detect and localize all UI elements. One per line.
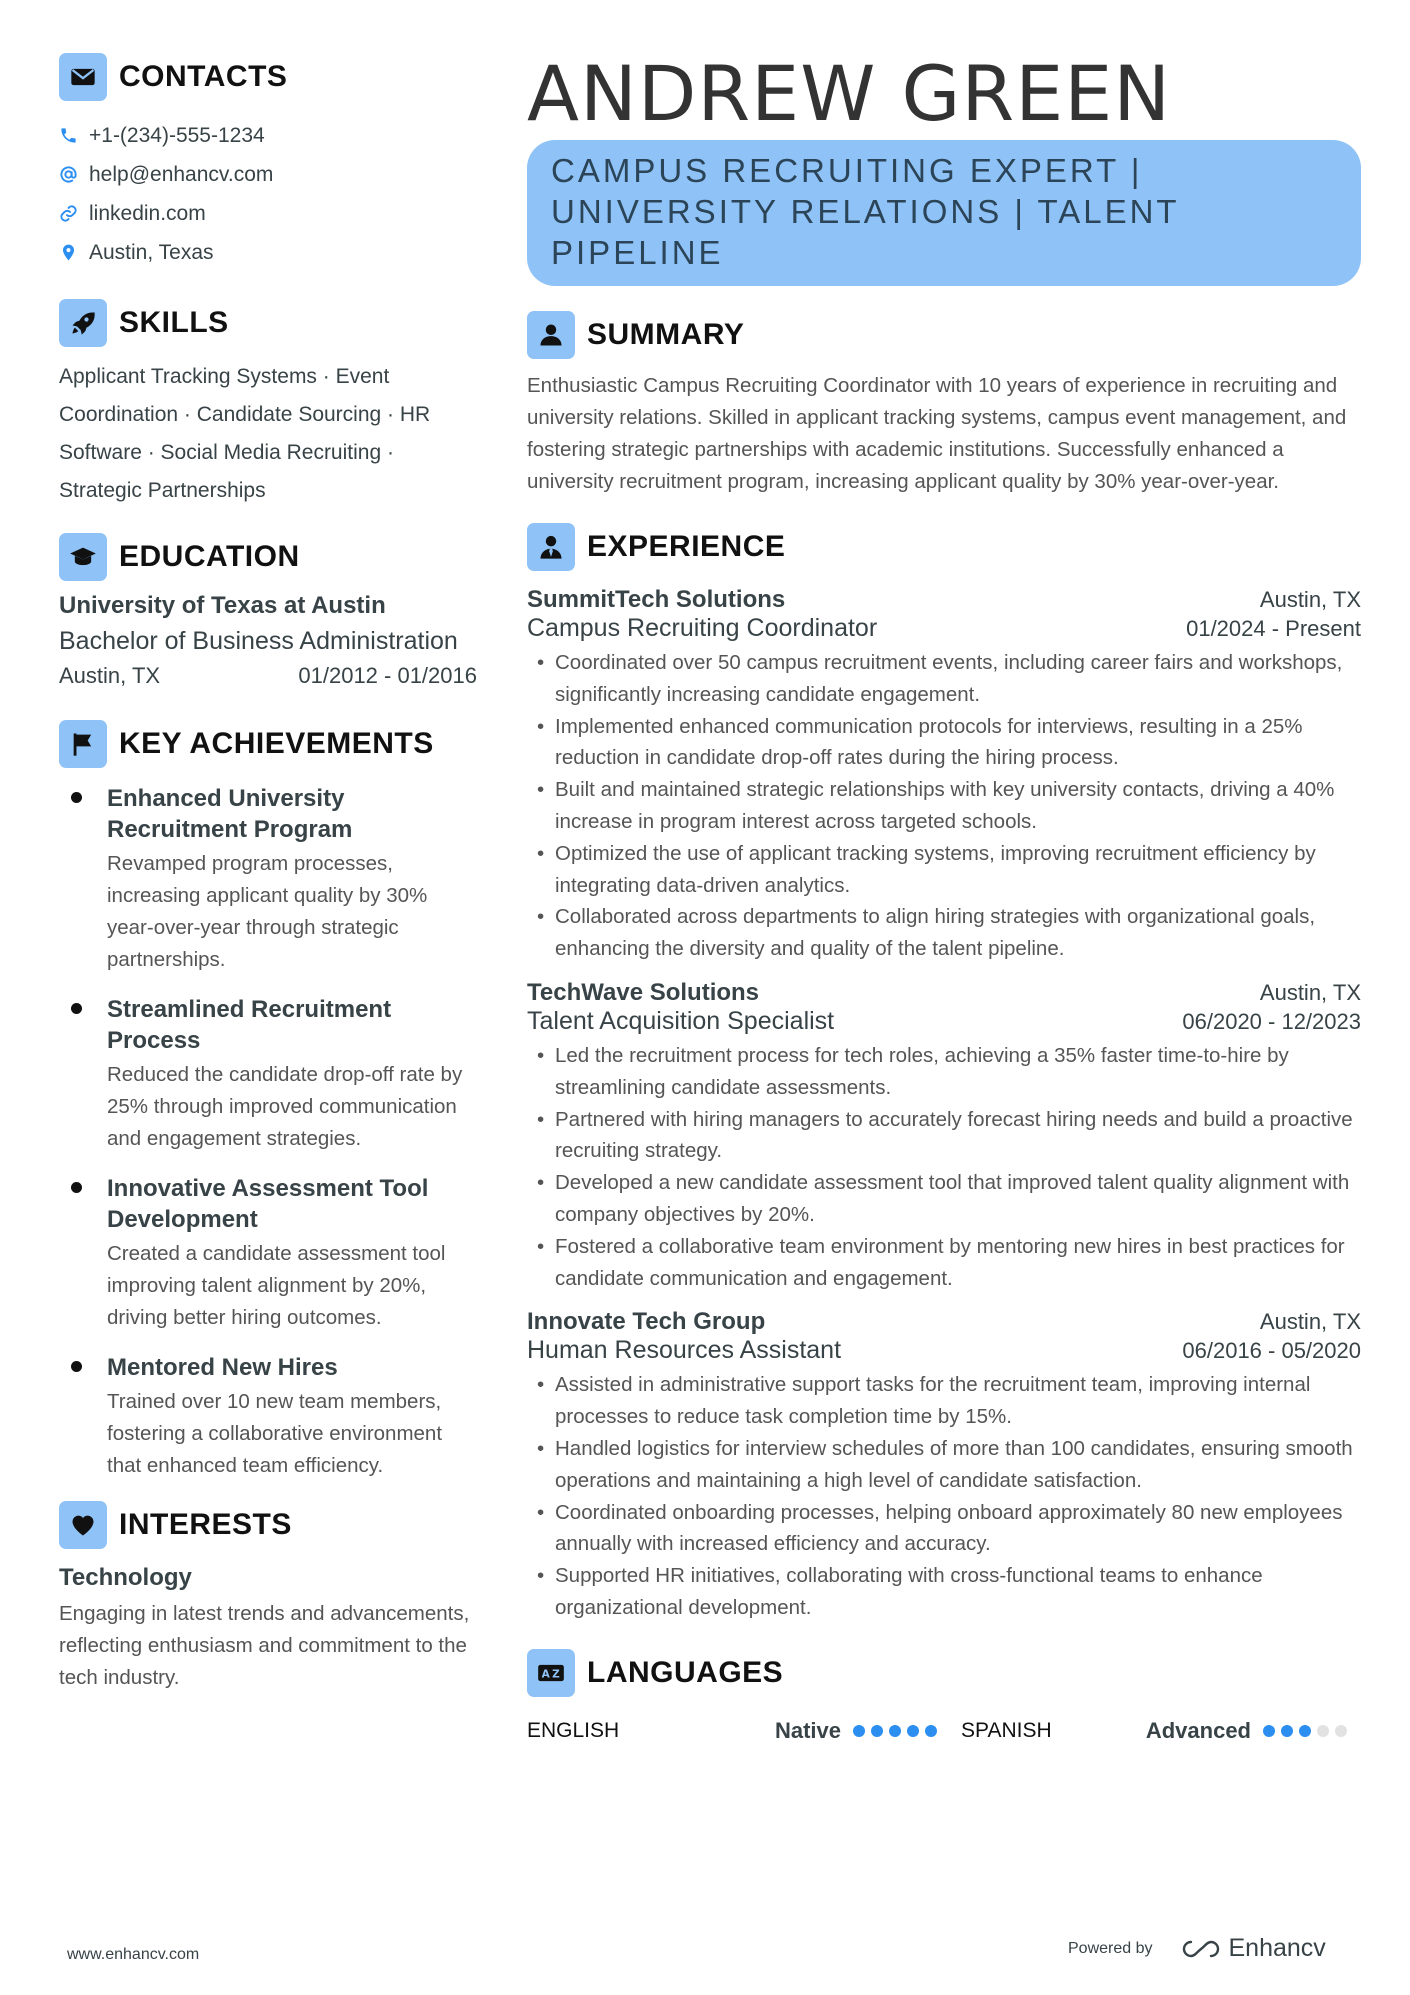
bullet-dot [71, 1003, 82, 1014]
language-name: SPANISH [961, 1718, 1052, 1742]
email-text: help@enhancv.com [89, 162, 274, 186]
language-proficiency-dots [853, 1725, 937, 1737]
interests-title: INTERESTS [119, 1508, 292, 1541]
proficiency-dot-empty [1335, 1725, 1347, 1737]
job-company: TechWave Solutions [527, 978, 760, 1006]
achievement-title: Streamlined Recruitment Process [107, 996, 392, 1054]
job-role: Campus Recruiting Coordinator [527, 614, 878, 642]
skills-header [59, 298, 477, 348]
bullet-dot [71, 792, 82, 803]
job-role: Talent Acquisition Specialist [527, 1006, 835, 1035]
bullet-dot [71, 1182, 82, 1193]
right-column [527, 49, 1361, 1744]
location-pin-icon [59, 243, 89, 262]
proficiency-dot-filled [889, 1725, 901, 1737]
job-bullet: • Implemented enhanced communication protocols for interviews, resulting in a 25% reduction in candidate drop-off rates during the hiring process. [527, 711, 1361, 775]
proficiency-dot-filled [871, 1725, 883, 1737]
language-item [961, 1718, 1361, 1744]
footer-website[interactable]: www.enhancv.com [67, 1946, 200, 1963]
linkedin-text: linkedin.com [89, 201, 206, 225]
achievement-item [59, 1173, 477, 1334]
enhancv-logo[interactable] [1179, 1934, 1326, 1963]
language-level: Native [774, 1717, 841, 1743]
envelope-icon [59, 53, 107, 101]
job-bullets [527, 1040, 1361, 1294]
job-dates: 01/2024 - Present [1186, 616, 1361, 641]
job-header [527, 586, 1361, 614]
job-location: Austin, TX [1259, 587, 1361, 612]
achievement-desc: Reduced the candidate drop-off rate by 25% through improved communication and engagement strategies. [107, 1063, 463, 1150]
proficiency-dot-empty [1317, 1725, 1329, 1737]
brand-name: Enhancv [1228, 1934, 1326, 1962]
contact-location [59, 233, 477, 272]
achievement-title: Innovative Assessment Tool Development [107, 1175, 429, 1233]
language-level: Advanced [1145, 1717, 1251, 1743]
job-bullet: • Assisted in administrative support tasks for the recruitment team, improving internal processes to reduce task completion time by 15%. [527, 1369, 1361, 1433]
language-name: ENGLISH [527, 1718, 620, 1742]
job-bullet: • Handled logistics for interview schedules of more than 100 candidates, ensuring smooth operations and maintaining a high level of candidate satisfaction. [527, 1433, 1361, 1497]
edu-degree: Bachelor of Business Administration [59, 627, 458, 655]
person-name: ANDREW GREEN [527, 49, 1172, 138]
link-icon [59, 204, 89, 223]
interest-title: Technology [59, 1564, 192, 1591]
graduation-cap-icon [59, 533, 107, 581]
job-entry [527, 1308, 1361, 1623]
job-header [527, 1308, 1361, 1336]
job-subheader [527, 1336, 1361, 1365]
achievement-item [59, 1352, 477, 1482]
edu-location: Austin, TX [59, 663, 161, 688]
experience-header [527, 522, 1361, 572]
svg-text:A: A [541, 1668, 550, 1681]
language-proficiency-dots [1263, 1725, 1347, 1737]
experience-title: EXPERIENCE [587, 530, 786, 563]
job-role: Human Resources Assistant [527, 1336, 842, 1365]
summary-text: Enthusiastic Campus Recruiting Coordinator with 10 years of experience in recruiting and university relations. Skilled in applicant tracking systems, campus event management, and fostering strategic partnerships with academic institutions. Successfully enhanced a university recruitment program, increasing applicant quality by 30% year-over-year. [527, 374, 1347, 493]
contact-linkedin[interactable] [59, 194, 477, 233]
languages-list [527, 1718, 1361, 1744]
job-bullet: • Supported HR initiatives, collaborating with cross-functional teams to enhance organizational development. [527, 1560, 1361, 1624]
achievement-desc: Created a candidate assessment tool improving talent alignment by 20%, driving better hiring outcomes. [107, 1242, 446, 1329]
heart-icon [59, 1501, 107, 1549]
bullet-dot [71, 1361, 82, 1372]
contacts-list [59, 116, 477, 272]
job-bullets [527, 1369, 1361, 1623]
achievement-desc: Trained over 10 new team members, fostering a collaborative environment that enhanced team efficiency. [107, 1390, 443, 1477]
achievement-title: Mentored New Hires [107, 1354, 338, 1381]
proficiency-dot-filled [853, 1725, 865, 1737]
job-bullet: • Built and maintained strategic relationships with key university contacts, driving a 40% increase in program interest across targeted schools. [527, 774, 1361, 838]
location-text: Austin, Texas [89, 240, 214, 264]
interests-header [59, 1500, 477, 1550]
job-subheader [527, 614, 1361, 643]
achievements-title: KEY ACHIEVEMENTS [119, 727, 434, 760]
rocket-icon [59, 299, 107, 347]
contacts-title: CONTACTS [119, 60, 288, 93]
job-bullet: • Optimized the use of applicant tracking systems, improving recruitment efficiency by integrating data-driven analytics. [527, 838, 1361, 902]
job-bullet: • Developed a new candidate assessment tool that improved talent quality alignment with company objectives by 20%. [527, 1167, 1361, 1231]
language-item [527, 1718, 961, 1744]
skills-list: Applicant Tracking Systems · Event Coordination · Candidate Sourcing · HR Software · Social Media Recruiting · Strategic Partnerships [59, 365, 431, 502]
proficiency-dot-filled [925, 1725, 937, 1737]
job-entry [527, 979, 1361, 1294]
contact-email[interactable] [59, 155, 477, 194]
job-header [527, 979, 1361, 1007]
flag-icon [59, 720, 107, 768]
job-bullets [527, 647, 1361, 965]
job-bullet: • Led the recruitment process for tech roles, achieving a 35% faster time-to-hire by streamlining candidate assessments. [527, 1040, 1361, 1104]
job-dates: 06/2020 - 12/2023 [1182, 1008, 1361, 1034]
user-icon [527, 311, 575, 359]
proficiency-dot-filled [907, 1725, 919, 1737]
job-bullet: • Coordinated over 50 campus recruitment events, including career fairs and workshops, significantly increasing candidate engagement. [527, 647, 1361, 711]
proficiency-dot-filled [1299, 1725, 1311, 1737]
enhancv-logo-icon [1179, 1937, 1223, 1961]
interest-desc: Engaging in latest trends and advancements, reflecting enthusiasm and commitment to the tech industry. [59, 1602, 470, 1689]
achievement-desc: Revamped program processes, increasing applicant quality by 30% year-over-year through strategic partnerships. [107, 852, 428, 971]
achievement-item [59, 783, 477, 976]
job-company: SummitTech Solutions [527, 586, 786, 613]
achievements-list [59, 783, 477, 1482]
languages-title: LANGUAGES [587, 1655, 784, 1689]
job-dates: 06/2016 - 05/2020 [1182, 1338, 1361, 1364]
proficiency-dot-filled [1263, 1725, 1275, 1737]
achievement-title: Enhanced University Recruitment Program [107, 785, 353, 843]
languages-header [527, 1648, 1361, 1698]
job-bullet: • Partnered with hiring managers to accurately forecast hiring needs and build a proactive recruiting strategy. [527, 1104, 1361, 1168]
edu-meta [59, 663, 477, 689]
user-tie-icon [527, 523, 575, 571]
job-location: Austin, TX [1259, 1309, 1361, 1335]
person-title-banner: CAMPUS RECRUITING EXPERT | UNIVERSITY RELATIONS | TALENT PIPELINE [527, 140, 1361, 286]
achievement-item [59, 994, 477, 1155]
job-bullet: • Fostered a collaborative team environment by mentoring new hires in best practices for candidate communication and engagement. [527, 1231, 1361, 1295]
powered-by-text: Powered by [1068, 1939, 1153, 1957]
edu-dates: 01/2012 - 01/2016 [298, 663, 477, 688]
skills-title: SKILLS [119, 306, 229, 339]
education-header [59, 532, 477, 582]
job-location: Austin, TX [1259, 979, 1361, 1005]
svg-text:Z: Z [552, 1668, 560, 1681]
job-bullet: • Collaborated across departments to align hiring strategies with organizational goals, enhancing the diversity and quality of the talent pipeline. [527, 901, 1361, 965]
job-subheader [527, 1007, 1361, 1036]
job-company: Innovate Tech Group [527, 1308, 766, 1336]
proficiency-dot-filled [1281, 1725, 1293, 1737]
contacts-header [59, 52, 477, 102]
footer-branding [1068, 1934, 1326, 1963]
achievements-header [59, 719, 477, 769]
left-column [59, 52, 477, 1694]
edu-school: University of Texas at Austin [59, 592, 386, 619]
job-entry [527, 586, 1361, 965]
summary-title: SUMMARY [587, 318, 745, 351]
translate-icon [527, 1649, 575, 1697]
phone-text: +1-(234)-555-1234 [89, 123, 265, 147]
summary-header [527, 310, 1361, 360]
job-bullet: • Coordinated onboarding processes, helping onboard approximately 80 new employees annually with increased efficiency and accuracy. [527, 1497, 1361, 1561]
education-title: EDUCATION [119, 540, 300, 573]
contact-phone[interactable] [59, 116, 477, 155]
at-sign-icon [59, 165, 89, 184]
phone-icon [59, 126, 89, 145]
